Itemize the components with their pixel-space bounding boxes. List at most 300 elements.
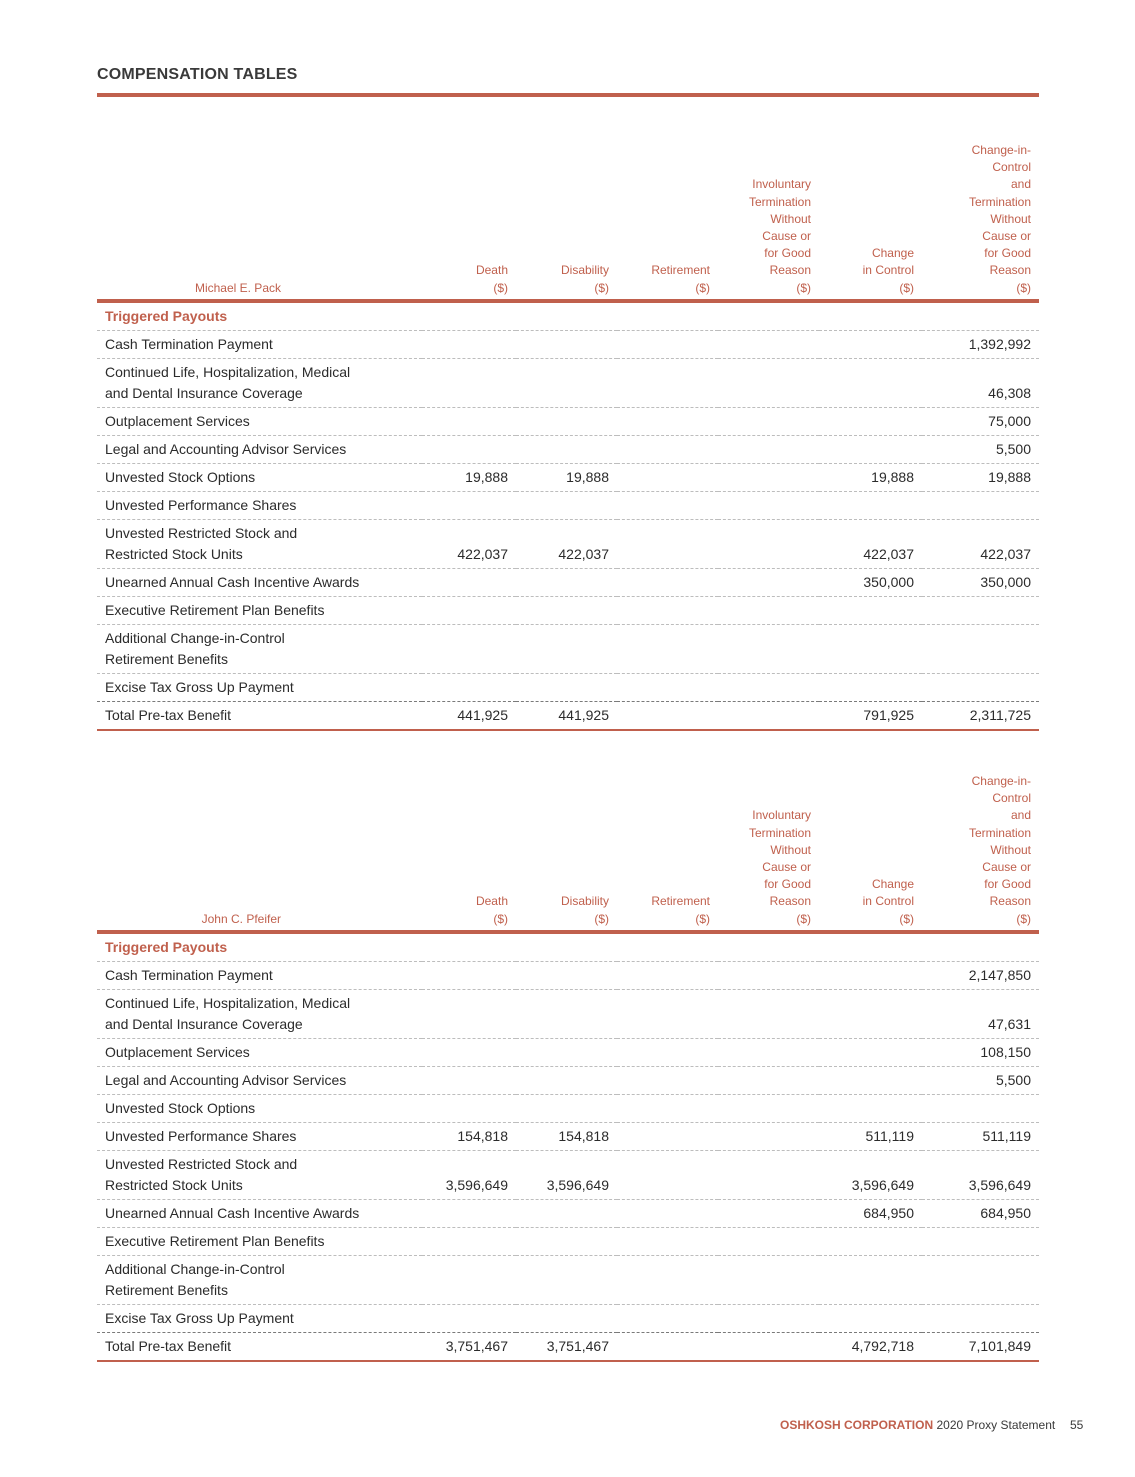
cell-retirement (617, 1255, 718, 1304)
cell-involuntary (718, 491, 819, 519)
cell-retirement (617, 407, 718, 435)
cell-disability (516, 358, 617, 407)
row-label (97, 1066, 422, 1094)
table-row (97, 568, 1039, 596)
cell-involuntary (718, 1255, 819, 1304)
cell-cic_term (922, 1255, 1039, 1304)
table-row (97, 1122, 1039, 1150)
cell-death (422, 491, 516, 519)
cell-cic: 684,950 (819, 1199, 922, 1227)
cell-cic_term: 2,147,850 (922, 961, 1039, 989)
cell-involuntary (718, 1122, 819, 1150)
cell-disability (516, 1255, 617, 1304)
cell-retirement (617, 519, 718, 568)
cell-retirement (617, 1066, 718, 1094)
executive-name: John C. Pfeifer (97, 773, 422, 932)
column-header-line: for Good (984, 246, 1031, 261)
cell-disability (516, 673, 617, 701)
cell-cic_term: 5,500 (922, 1066, 1039, 1094)
cell-cic: 350,000 (819, 568, 922, 596)
total-row (97, 1332, 1039, 1361)
table-row (97, 1150, 1039, 1199)
row-label-line: Outplacement Services (105, 412, 250, 429)
cell-cic (819, 330, 922, 358)
executive-name: Michael E. Pack (97, 142, 422, 301)
cell-death (422, 407, 516, 435)
row-label-line: Restricted Stock Units (105, 1176, 243, 1193)
cell-cic: 422,037 (819, 519, 922, 568)
cell-retirement (617, 989, 718, 1038)
cell-involuntary (718, 435, 819, 463)
row-label-line: Unvested Stock Options (105, 468, 256, 485)
cell-retirement (617, 568, 718, 596)
table-row (97, 1094, 1039, 1122)
cell-cic_term: 47,631 (922, 989, 1039, 1038)
cell-retirement (617, 701, 718, 730)
column-header-line: Disability (560, 263, 609, 278)
column-header-line: Disability (560, 894, 609, 909)
cell-death (422, 435, 516, 463)
cell-death: 154,818 (422, 1122, 516, 1150)
column-header-line: ($) (796, 280, 811, 295)
cell-cic: 511,119 (819, 1122, 922, 1150)
row-label (97, 989, 422, 1038)
cell-cic_term: 5,500 (922, 435, 1039, 463)
row-label-line: Total Pre-tax Benefit (105, 1337, 232, 1354)
cell-retirement (617, 1038, 718, 1066)
column-header-line: Reason (769, 894, 811, 909)
cell-cic: 4,792,718 (819, 1332, 922, 1361)
row-label (97, 1122, 422, 1150)
compensation-table-pfeifer (97, 773, 1039, 1362)
cell-retirement (617, 624, 718, 673)
column-header-change_in_control (819, 773, 922, 932)
cell-involuntary (718, 1094, 819, 1122)
cell-cic_term: 46,308 (922, 358, 1039, 407)
cell-involuntary (718, 1227, 819, 1255)
row-label-line: Cash Termination Payment (105, 335, 273, 352)
cell-disability (516, 330, 617, 358)
row-label-line: Unvested Performance Shares (105, 496, 297, 513)
cell-cic (819, 989, 922, 1038)
table-row (97, 989, 1039, 1038)
table-row (97, 1199, 1039, 1227)
cell-disability (516, 1038, 617, 1066)
row-label (97, 568, 422, 596)
cell-death: 441,925 (422, 701, 516, 730)
cell-involuntary (718, 1332, 819, 1361)
cell-cic_term (922, 1227, 1039, 1255)
cell-involuntary (718, 989, 819, 1038)
row-label-line: Outplacement Services (105, 1043, 250, 1060)
cell-death (422, 1094, 516, 1122)
cell-retirement (617, 358, 718, 407)
row-label (97, 1038, 422, 1066)
column-header-line: Cause or (762, 860, 811, 875)
table-row (97, 673, 1039, 701)
column-header-line: Retirement (651, 263, 710, 278)
cell-involuntary (718, 1304, 819, 1332)
cell-death (422, 1199, 516, 1227)
cell-death: 3,596,649 (422, 1150, 516, 1199)
cell-cic_term: 7,101,849 (922, 1332, 1039, 1361)
row-label-line: Unearned Annual Cash Incentive Awards (105, 573, 360, 590)
column-header-line: Cause or (982, 229, 1031, 244)
table-row (97, 1227, 1039, 1255)
column-header-line: Termination (968, 194, 1031, 209)
column-header-disability (516, 142, 617, 301)
page-number: 55 (1070, 1418, 1084, 1432)
row-label-line: Executive Retirement Plan Benefits (105, 601, 325, 618)
header-row (97, 142, 1039, 301)
row-label (97, 1199, 422, 1227)
cell-disability: 422,037 (516, 519, 617, 568)
column-header-retirement (617, 142, 718, 301)
column-header-line: ($) (695, 280, 710, 295)
column-header-line: for Good (764, 877, 811, 892)
cell-cic_term: 422,037 (922, 519, 1039, 568)
cell-cic: 19,888 (819, 463, 922, 491)
column-header-line: Without (990, 211, 1031, 226)
cell-cic_term (922, 624, 1039, 673)
group-label: Triggered Payouts (97, 932, 1039, 962)
row-label (97, 491, 422, 519)
table-row (97, 596, 1039, 624)
column-header-disability (516, 773, 617, 932)
row-label-line: and Dental Insurance Coverage (105, 1015, 303, 1032)
table-row (97, 407, 1039, 435)
cell-cic (819, 1227, 922, 1255)
cell-death (422, 1255, 516, 1304)
cell-disability (516, 435, 617, 463)
row-label (97, 358, 422, 407)
cell-death (422, 1038, 516, 1066)
cell-retirement (617, 1332, 718, 1361)
cell-involuntary (718, 596, 819, 624)
cell-disability: 19,888 (516, 463, 617, 491)
total-row (97, 701, 1039, 730)
column-header-line: and (1010, 177, 1031, 192)
column-header-line: Change-in- (971, 774, 1031, 788)
row-label (97, 961, 422, 989)
cell-cic_term: 108,150 (922, 1038, 1039, 1066)
footer-company: OSHKOSH CORPORATION (780, 1418, 934, 1432)
page-footer (780, 1418, 1055, 1432)
cell-retirement (617, 1122, 718, 1150)
row-label-line: Unvested Performance Shares (105, 1127, 297, 1144)
cell-retirement (617, 1304, 718, 1332)
row-label (97, 519, 422, 568)
column-header-line: for Good (984, 877, 1031, 892)
cell-retirement (617, 463, 718, 491)
table-row (97, 435, 1039, 463)
column-header-line: Involuntary (752, 808, 811, 823)
column-header-death (422, 142, 516, 301)
row-label (97, 1227, 422, 1255)
row-label (97, 1304, 422, 1332)
cell-cic: 3,596,649 (819, 1150, 922, 1199)
group-label: Triggered Payouts (97, 301, 1039, 331)
cell-death (422, 961, 516, 989)
column-header-line: Cause or (762, 229, 811, 244)
cell-retirement (617, 1150, 718, 1199)
cell-cic (819, 624, 922, 673)
cell-involuntary (718, 1066, 819, 1094)
table-row (97, 519, 1039, 568)
cell-cic (819, 1304, 922, 1332)
cell-retirement (617, 1227, 718, 1255)
cell-death (422, 673, 516, 701)
column-header-line: ($) (899, 911, 914, 926)
cell-cic (819, 1038, 922, 1066)
row-label (97, 435, 422, 463)
column-header-line: Change (871, 246, 914, 261)
row-label (97, 1094, 422, 1122)
cell-cic_term: 3,596,649 (922, 1150, 1039, 1199)
cell-death (422, 1227, 516, 1255)
cell-cic_term: 684,950 (922, 1199, 1039, 1227)
row-label (97, 330, 422, 358)
cell-involuntary (718, 358, 819, 407)
column-header-line: ($) (594, 911, 609, 926)
cell-cic_term: 2,311,725 (922, 701, 1039, 730)
column-header-line: Reason (769, 263, 811, 278)
table-row (97, 1255, 1039, 1304)
cell-cic_term: 19,888 (922, 463, 1039, 491)
column-header-involuntary (718, 142, 819, 301)
column-header-line: Change-in- (971, 143, 1031, 157)
cell-death: 3,751,467 (422, 1332, 516, 1361)
table-row (97, 961, 1039, 989)
cell-death (422, 330, 516, 358)
group-row (97, 932, 1039, 962)
column-header-cic_termination (922, 142, 1039, 301)
cell-cic (819, 1255, 922, 1304)
cell-cic_term: 350,000 (922, 568, 1039, 596)
cell-death (422, 596, 516, 624)
row-label (97, 624, 422, 673)
row-label-line: Legal and Accounting Advisor Services (105, 1071, 347, 1088)
column-header-line: Control (992, 791, 1031, 806)
row-label-line: Excise Tax Gross Up Payment (105, 1309, 294, 1326)
cell-disability (516, 1094, 617, 1122)
column-header-line: Termination (748, 194, 811, 209)
table-row (97, 1038, 1039, 1066)
column-header-line: Without (770, 842, 811, 857)
column-header-line: Termination (748, 825, 811, 840)
cell-cic (819, 596, 922, 624)
cell-disability (516, 1304, 617, 1332)
row-label-line: Unvested Stock Options (105, 1099, 256, 1116)
cell-cic (819, 673, 922, 701)
cell-disability (516, 989, 617, 1038)
page-title: COMPENSATION TABLES (97, 66, 298, 83)
cell-disability: 441,925 (516, 701, 617, 730)
cell-death: 422,037 (422, 519, 516, 568)
row-label-line: Retirement Benefits (105, 650, 228, 667)
cell-disability (516, 568, 617, 596)
column-header-retirement (617, 773, 718, 932)
cell-disability (516, 491, 617, 519)
cell-retirement (617, 961, 718, 989)
cell-retirement (617, 491, 718, 519)
row-label-line: Total Pre-tax Benefit (105, 706, 232, 723)
cell-cic (819, 961, 922, 989)
cell-cic_term (922, 1094, 1039, 1122)
column-header-line: and (1010, 808, 1031, 823)
footer-document: 2020 Proxy Statement (936, 1418, 1056, 1432)
cell-death (422, 358, 516, 407)
cell-cic_term: 75,000 (922, 407, 1039, 435)
row-label (97, 673, 422, 701)
cell-disability: 154,818 (516, 1122, 617, 1150)
cell-involuntary (718, 1150, 819, 1199)
row-label (97, 1255, 422, 1304)
column-header-line: Reason (989, 263, 1031, 278)
cell-cic_term (922, 491, 1039, 519)
row-label (97, 1150, 422, 1199)
cell-death: 19,888 (422, 463, 516, 491)
column-header-line: ($) (493, 280, 508, 295)
cell-retirement (617, 1094, 718, 1122)
cell-cic (819, 1066, 922, 1094)
table-row (97, 491, 1039, 519)
row-label-line: Excise Tax Gross Up Payment (105, 678, 294, 695)
cell-death (422, 989, 516, 1038)
cell-death (422, 624, 516, 673)
cell-disability: 3,751,467 (516, 1332, 617, 1361)
cell-cic (819, 407, 922, 435)
row-label-line: and Dental Insurance Coverage (105, 384, 303, 401)
column-header-line: in Control (862, 263, 914, 278)
row-label-line: Cash Termination Payment (105, 966, 273, 983)
column-header-line: Retirement (651, 894, 710, 909)
column-header-line: Death (475, 894, 508, 909)
group-row (97, 301, 1039, 331)
cell-disability (516, 1227, 617, 1255)
row-label-line: Continued Life, Hospitalization, Medical (105, 994, 351, 1011)
column-header-line: ($) (1016, 911, 1031, 926)
cell-cic_term: 1,392,992 (922, 330, 1039, 358)
cell-retirement (617, 673, 718, 701)
cell-retirement (617, 435, 718, 463)
row-label-line: Retirement Benefits (105, 1281, 228, 1298)
column-header-line: Involuntary (752, 177, 811, 192)
table-row (97, 330, 1039, 358)
column-header-involuntary (718, 773, 819, 932)
cell-cic_term (922, 1304, 1039, 1332)
column-header-line: ($) (796, 911, 811, 926)
column-header-line: for Good (764, 246, 811, 261)
cell-cic_term: 511,119 (922, 1122, 1039, 1150)
column-header-line: Without (770, 211, 811, 226)
cell-death (422, 1066, 516, 1094)
row-label-line: Unvested Restricted Stock and (105, 524, 298, 541)
compensation-table-pack (97, 142, 1039, 731)
column-header-line: ($) (594, 280, 609, 295)
row-label (97, 463, 422, 491)
cell-cic: 791,925 (819, 701, 922, 730)
row-label-line: Restricted Stock Units (105, 545, 243, 562)
title-divider (97, 93, 1039, 97)
cell-death (422, 1304, 516, 1332)
cell-retirement (617, 596, 718, 624)
table-row (97, 463, 1039, 491)
column-header-line: Cause or (982, 860, 1031, 875)
row-label-line: Legal and Accounting Advisor Services (105, 440, 347, 457)
cell-involuntary (718, 701, 819, 730)
cell-retirement (617, 1199, 718, 1227)
column-header-line: ($) (899, 280, 914, 295)
row-label-line: Unvested Restricted Stock and (105, 1155, 298, 1172)
column-header-line: Without (990, 842, 1031, 857)
column-header-line: in Control (862, 894, 914, 909)
row-label (97, 701, 422, 730)
column-header-line: Control (992, 160, 1031, 175)
row-label (97, 407, 422, 435)
cell-involuntary (718, 624, 819, 673)
cell-disability (516, 624, 617, 673)
cell-involuntary (718, 673, 819, 701)
table-row (97, 358, 1039, 407)
column-header-line: Change (871, 877, 914, 892)
table-row (97, 624, 1039, 673)
cell-disability (516, 596, 617, 624)
cell-involuntary (718, 407, 819, 435)
cell-disability: 3,596,649 (516, 1150, 617, 1199)
row-label (97, 596, 422, 624)
cell-involuntary (718, 1038, 819, 1066)
row-label-line: Executive Retirement Plan Benefits (105, 1232, 325, 1249)
header-row (97, 773, 1039, 932)
row-label-line: Additional Change-in-Control (105, 629, 285, 646)
cell-disability (516, 961, 617, 989)
column-header-line: ($) (695, 911, 710, 926)
column-header-change_in_control (819, 142, 922, 301)
cell-cic (819, 358, 922, 407)
cell-involuntary (718, 568, 819, 596)
cell-involuntary (718, 519, 819, 568)
column-header-line: Reason (989, 894, 1031, 909)
row-label-line: Additional Change-in-Control (105, 1260, 285, 1277)
cell-cic (819, 491, 922, 519)
cell-cic (819, 435, 922, 463)
cell-involuntary (718, 330, 819, 358)
cell-cic_term (922, 596, 1039, 624)
column-header-line: Death (475, 263, 508, 278)
cell-involuntary (718, 1199, 819, 1227)
column-header-line: ($) (493, 911, 508, 926)
table-row (97, 1304, 1039, 1332)
column-header-cic_termination (922, 773, 1039, 932)
cell-involuntary (718, 463, 819, 491)
cell-cic_term (922, 673, 1039, 701)
cell-cic (819, 1094, 922, 1122)
cell-disability (516, 407, 617, 435)
column-header-line: Termination (968, 825, 1031, 840)
column-header-line: ($) (1016, 280, 1031, 295)
cell-retirement (617, 330, 718, 358)
cell-involuntary (718, 961, 819, 989)
cell-disability (516, 1066, 617, 1094)
cell-disability (516, 1199, 617, 1227)
table-row (97, 1066, 1039, 1094)
row-label (97, 1332, 422, 1361)
row-label-line: Continued Life, Hospitalization, Medical (105, 363, 351, 380)
cell-death (422, 568, 516, 596)
column-header-death (422, 773, 516, 932)
row-label-line: Unearned Annual Cash Incentive Awards (105, 1204, 360, 1221)
